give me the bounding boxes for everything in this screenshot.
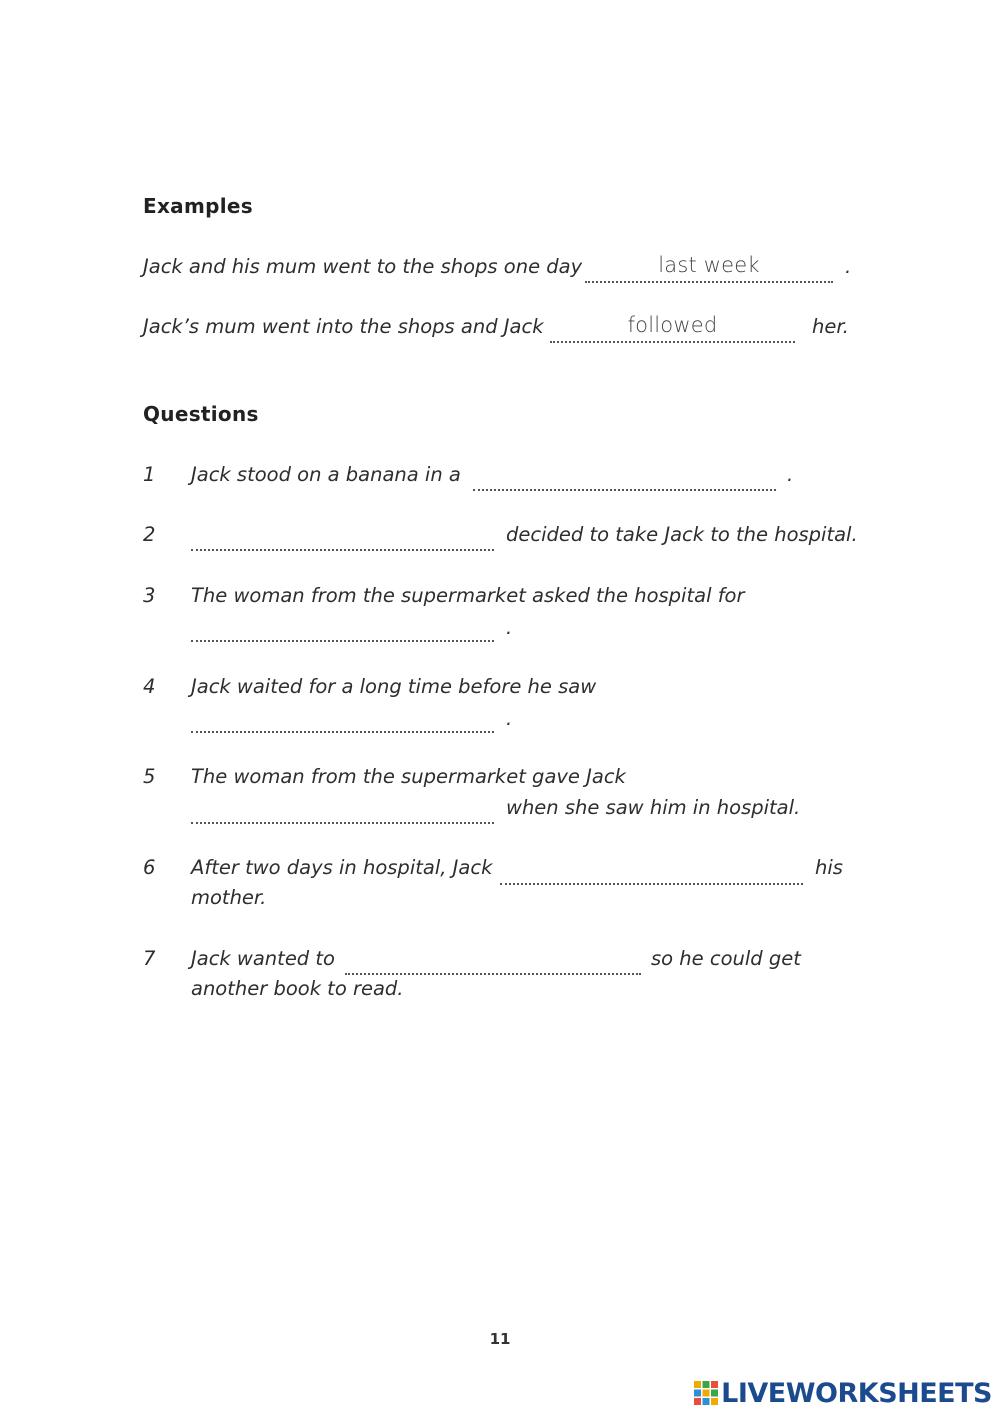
question-number: 7 (143, 947, 156, 970)
example-2-end: her. (812, 315, 849, 338)
question-1-answer-input[interactable] (473, 462, 776, 486)
question-2-answer-input[interactable] (191, 522, 494, 546)
question-5-text: The woman from the supermarket gave Jack (191, 765, 626, 788)
question-6-answer-input[interactable] (500, 856, 803, 880)
questions-heading: Questions (143, 402, 259, 426)
question-number: 1 (143, 463, 156, 486)
liveworksheets-logo-icon (693, 1380, 719, 1406)
question-4-answer-input[interactable] (191, 704, 494, 728)
example-2-answer-blank (550, 311, 795, 343)
example-1-text: Jack and his mum went to the shops one day (143, 255, 583, 278)
liveworksheets-brand (693, 1378, 992, 1408)
question-number: 6 (143, 856, 156, 879)
page-number: 11 (489, 1330, 511, 1348)
question-2-answer-blank[interactable] (191, 519, 494, 551)
question-number: 2 (143, 523, 156, 546)
question-1-answer-blank[interactable] (473, 459, 776, 491)
example-1-answer-blank (585, 251, 833, 283)
question-3-answer-blank[interactable] (191, 610, 494, 642)
question-number: 5 (143, 765, 156, 788)
brand-name: LIVEWORKSHEETS (721, 1377, 992, 1409)
question-6-text: After two days in hospital, Jack (191, 856, 493, 879)
question-7-answer-blank[interactable] (345, 943, 641, 975)
question-4-answer-blank[interactable] (191, 701, 494, 733)
question-1-end: . (787, 463, 794, 486)
question-5-answer-input[interactable] (191, 795, 494, 819)
question-number: 4 (143, 675, 156, 698)
question-6-end: his (815, 856, 843, 879)
example-2-text: Jack’s mum went into the shops and Jack (143, 315, 544, 338)
question-3-text: The woman from the supermarket asked the hospital for (191, 584, 745, 607)
question-7-end: so he could get (651, 947, 801, 970)
example-1-answer: last week (658, 253, 760, 277)
question-number: 3 (143, 584, 156, 607)
question-6-answer-blank[interactable] (500, 853, 803, 885)
question-7-answer-input[interactable] (345, 946, 641, 970)
question-4-end: . (506, 707, 513, 730)
question-6-continuation: mother. (191, 886, 267, 909)
question-7-continuation: another book to read. (191, 977, 404, 1000)
question-5-answer-blank[interactable] (191, 792, 494, 824)
question-2-text: decided to take Jack to the hospital. (506, 523, 858, 546)
question-5-end: when she saw him in hospital. (506, 796, 801, 819)
question-3-answer-input[interactable] (191, 613, 494, 637)
example-2-answer: followed (627, 313, 718, 337)
example-1-end: . (845, 255, 852, 278)
examples-heading: Examples (143, 194, 253, 218)
question-4-text: Jack waited for a long time before he saw (191, 675, 597, 698)
question-3-end: . (506, 616, 513, 639)
question-7-text: Jack wanted to (191, 947, 335, 970)
question-1-text: Jack stood on a banana in a (191, 463, 461, 486)
